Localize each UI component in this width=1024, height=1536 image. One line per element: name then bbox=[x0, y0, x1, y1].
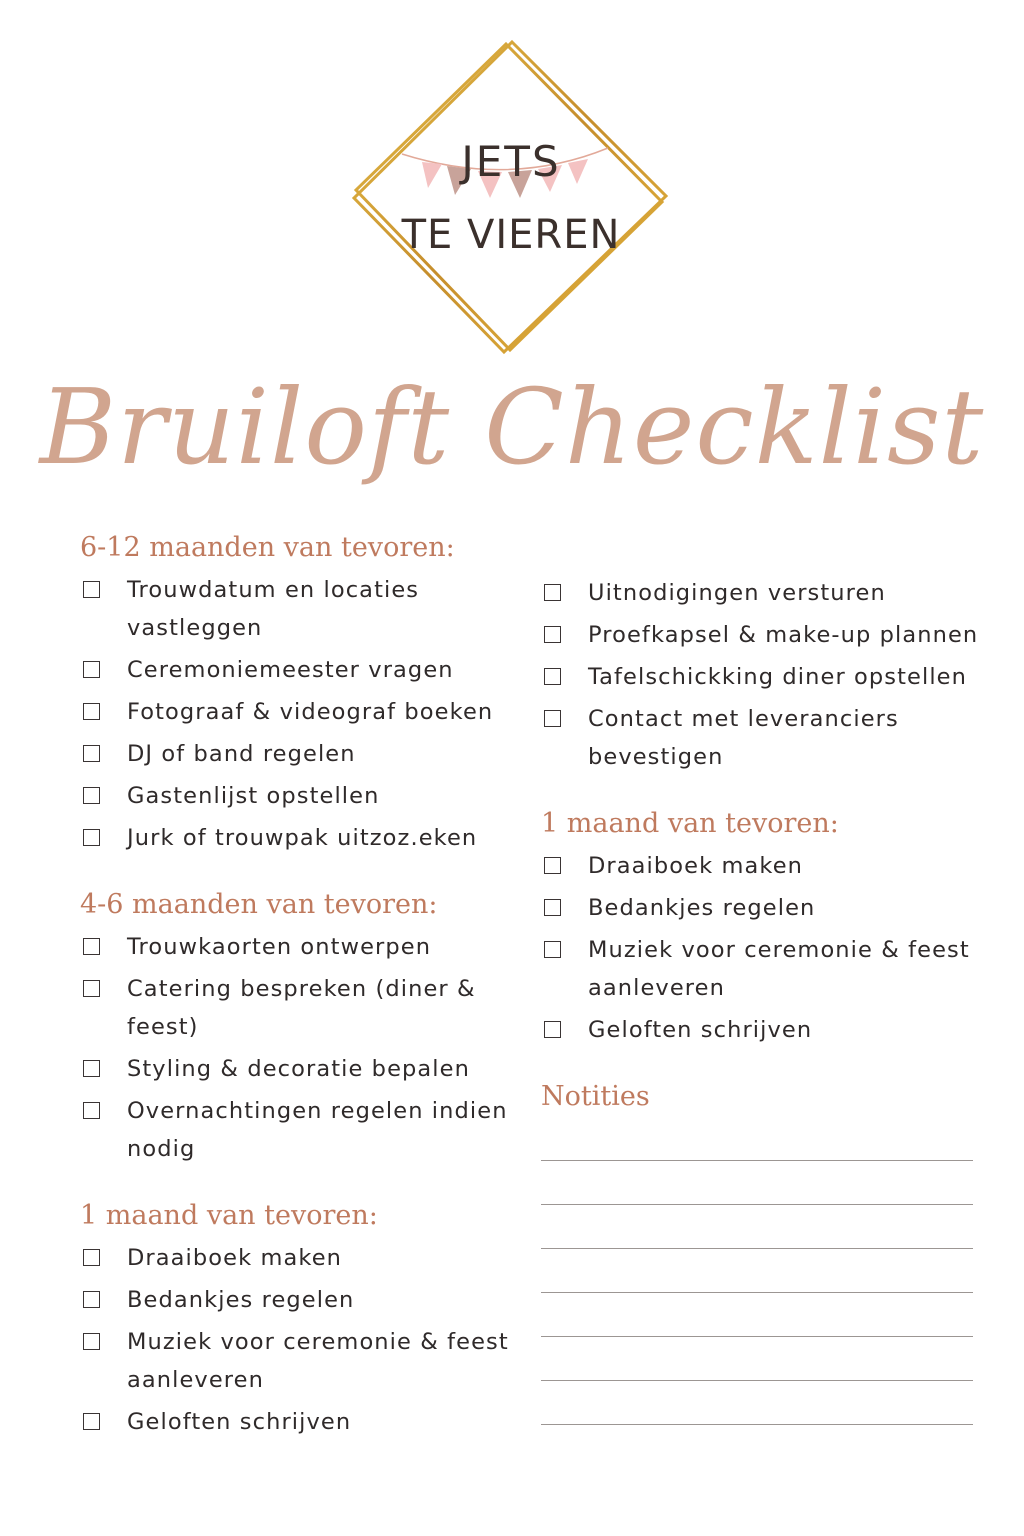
section-1-month-right bbox=[541, 804, 981, 1049]
checklist-item[interactable] bbox=[541, 574, 981, 612]
note-line bbox=[541, 1248, 973, 1249]
item-label: Draaiboek maken bbox=[127, 1245, 343, 1271]
section-4-6-months bbox=[80, 885, 510, 1168]
checklist-item[interactable] bbox=[541, 616, 981, 654]
checkbox[interactable] bbox=[83, 1249, 100, 1266]
checkbox[interactable] bbox=[544, 668, 561, 685]
checkbox[interactable] bbox=[544, 899, 561, 916]
item-label: Ceremoniemeester vragen bbox=[127, 657, 454, 683]
left-column bbox=[80, 528, 510, 1469]
checkbox[interactable] bbox=[544, 857, 561, 874]
item-label: Trouwdatum en locaties vastleggen bbox=[127, 577, 420, 641]
checkbox[interactable] bbox=[83, 1413, 100, 1430]
checklist-item[interactable] bbox=[541, 889, 981, 927]
section-heading: 1 maand van tevoren: bbox=[80, 1200, 378, 1231]
checklist-item[interactable] bbox=[80, 928, 510, 966]
section-heading: 1 maand van tevoren: bbox=[541, 808, 839, 839]
notes-lines bbox=[541, 1160, 981, 1425]
item-label: Uitnodigingen versturen bbox=[588, 580, 886, 606]
item-label: Styling & decoratie bepalen bbox=[127, 1056, 470, 1082]
item-label: Draaiboek maken bbox=[588, 853, 804, 879]
bunting-flag-icon bbox=[568, 159, 588, 184]
page-title: Bruiloft Checklist bbox=[39, 366, 985, 488]
item-label: Muziek voor ceremonie & feest aanleveren bbox=[588, 937, 970, 1001]
checkbox[interactable] bbox=[544, 1021, 561, 1038]
checklist-item[interactable] bbox=[80, 970, 510, 1046]
checklist-item[interactable] bbox=[80, 777, 510, 815]
checklist-item[interactable] bbox=[541, 1011, 981, 1049]
section-1-month-left bbox=[80, 1196, 510, 1441]
item-label: Gastenlijst opstellen bbox=[127, 783, 380, 809]
checklist-item[interactable] bbox=[80, 1281, 510, 1319]
checklist-item[interactable] bbox=[541, 931, 981, 1007]
item-label: Geloften schrijven bbox=[127, 1409, 352, 1435]
item-label: Jurk of trouwpak uitzoz.eken bbox=[127, 825, 478, 851]
section-6-12-months bbox=[80, 528, 510, 857]
notes-section bbox=[541, 1077, 981, 1425]
checklist-item[interactable] bbox=[80, 1403, 510, 1441]
checklist-item[interactable] bbox=[80, 571, 510, 647]
item-label: Trouwkaorten ontwerpen bbox=[127, 934, 432, 960]
item-label: Fotograaf & videograf boeken bbox=[127, 699, 494, 725]
item-label: Proefkapsel & make-up plannen bbox=[588, 622, 979, 648]
checkbox[interactable] bbox=[544, 584, 561, 601]
item-label: Muziek voor ceremonie & feest aanleveren bbox=[127, 1329, 509, 1393]
checklist-item[interactable] bbox=[80, 1092, 510, 1168]
checkbox[interactable] bbox=[83, 1333, 100, 1350]
checklist-item[interactable] bbox=[80, 1050, 510, 1088]
checkbox[interactable] bbox=[83, 829, 100, 846]
section-continued bbox=[541, 574, 981, 776]
note-line bbox=[541, 1380, 973, 1381]
note-line bbox=[541, 1336, 973, 1337]
checklist-item[interactable] bbox=[541, 847, 981, 885]
checkbox[interactable] bbox=[83, 938, 100, 955]
item-label: Overnachtingen regelen indien nodig bbox=[127, 1098, 508, 1162]
checkbox[interactable] bbox=[544, 941, 561, 958]
checklist-item[interactable] bbox=[80, 1239, 510, 1277]
checkbox[interactable] bbox=[83, 581, 100, 598]
item-label: Contact met leveranciers bevestigen bbox=[588, 706, 899, 770]
logo bbox=[350, 38, 670, 356]
note-line bbox=[541, 1204, 973, 1205]
checklist-item[interactable] bbox=[541, 700, 981, 776]
note-line bbox=[541, 1424, 973, 1425]
item-label: Tafelschickking diner opstellen bbox=[588, 664, 967, 690]
item-label: Geloften schrijven bbox=[588, 1017, 813, 1043]
logo-diamond-frame bbox=[350, 38, 670, 356]
checkbox[interactable] bbox=[83, 1060, 100, 1077]
logo-text-line2: TE VIEREN bbox=[401, 212, 621, 258]
item-label: Bedankjes regelen bbox=[588, 895, 816, 921]
logo-text-line1: JETS bbox=[461, 137, 561, 186]
note-line bbox=[541, 1160, 973, 1161]
item-label: Catering bespreken (diner & feest) bbox=[127, 976, 476, 1040]
checkbox[interactable] bbox=[83, 1291, 100, 1308]
section-heading: 6-12 maanden van tevoren: bbox=[80, 532, 455, 563]
checkbox[interactable] bbox=[83, 745, 100, 762]
checklist-item[interactable] bbox=[80, 1323, 510, 1399]
notes-heading: Notities bbox=[541, 1081, 650, 1112]
checklist-item[interactable] bbox=[80, 735, 510, 773]
right-column bbox=[541, 574, 981, 1425]
checklist-item[interactable] bbox=[80, 819, 510, 857]
section-heading: 4-6 maanden van tevoren: bbox=[80, 889, 438, 920]
checkbox[interactable] bbox=[83, 1102, 100, 1119]
bunting-flag-icon bbox=[422, 162, 442, 188]
item-label: Bedankjes regelen bbox=[127, 1287, 355, 1313]
checkbox[interactable] bbox=[83, 703, 100, 720]
checkbox[interactable] bbox=[83, 787, 100, 804]
checklist-item[interactable] bbox=[80, 693, 510, 731]
checkbox[interactable] bbox=[544, 710, 561, 727]
item-label: DJ of band regelen bbox=[127, 741, 356, 767]
checklist-item[interactable] bbox=[80, 651, 510, 689]
checklist-item[interactable] bbox=[541, 658, 981, 696]
checkbox[interactable] bbox=[83, 980, 100, 997]
note-line bbox=[541, 1292, 973, 1293]
checkbox[interactable] bbox=[83, 661, 100, 678]
checkbox[interactable] bbox=[544, 626, 561, 643]
